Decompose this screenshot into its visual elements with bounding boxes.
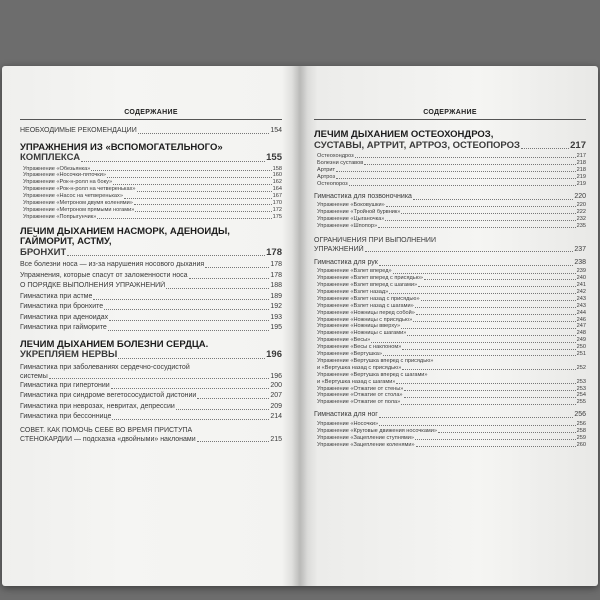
toc-entry[interactable]: Гимнастика при синдроме вегетососудистой дистонии 207 (20, 392, 282, 400)
toc-entry[interactable]: Все болезни носа — из-за нарушения носового дыхания 178 (20, 261, 282, 269)
toc-entry[interactable]: Упражнения, которые спасут от заложенности носа 178 (20, 271, 282, 279)
toc-entry[interactable]: Упражнение «Ножницы перед собой» 244 (317, 309, 586, 316)
toc-entry[interactable]: Остеопороз 219 (317, 180, 586, 187)
toc-entry[interactable]: НЕОБХОДИМЫЕ РЕКОМЕНДАЦИИ 154 (20, 127, 282, 134)
toc-entry[interactable]: Упражнение «Отжатие от стены» 253 (317, 385, 586, 392)
toc-entry[interactable]: Гимнастика при неврозах, невритах, депрессии 209 (20, 402, 282, 410)
toc-entry[interactable]: Упражнение «Носочки-пяточки» 160 (23, 172, 282, 179)
toc-entry[interactable]: Упражнение «Цыганочка» 232 (317, 215, 586, 222)
toc-entry[interactable]: Упражнение «Взлет назад» 242 (317, 288, 586, 295)
toc-entry[interactable]: Упражнение «Взлет назад с присядью» 243 (317, 295, 586, 302)
toc-entry[interactable]: Артрит 218 (317, 166, 586, 173)
toc-entry[interactable]: О ПОРЯДКЕ ВЫПОЛНЕНИЯ УПРАЖНЕНИЙ 188 (20, 282, 282, 290)
open-book (2, 66, 598, 586)
toc-entry[interactable]: Гимнастика при бронхите 192 (20, 303, 282, 311)
toc-entry[interactable]: Гимнастика для позвоночника 220 (314, 192, 586, 200)
toc-entry[interactable]: Гимнастика для рук 238 (314, 258, 586, 266)
toc-entry[interactable]: Остеохондроз 217 (317, 153, 586, 159)
toc-entry[interactable]: Упражнение «Взлет вперед с шагами» 241 (317, 281, 586, 288)
toc-entry[interactable]: Гимнастика при бессоннице 214 (20, 413, 282, 421)
section-heading[interactable]: ЛЕЧИМ ДЫХАНИЕМ ОСТЕОХОНДРОЗ, СУСТАВЫ, АРТРИТ, АРТРОЗ, ОСТЕОПОРОЗ 217 (314, 129, 586, 151)
toc-entry[interactable]: Упражнение «Вертушка вперед с шагами» и «Вертушка назад с шагами» 253 (317, 371, 586, 385)
toc-entry[interactable]: Гимнастика при астме 189 (20, 292, 282, 300)
section-heading[interactable]: ЛЕЧИМ ДЫХАНИЕМ НАСМОРК, АДЕНОИДЫ, ГАЙМОРИТ, АСТМУ, БРОНХИТ 178 (20, 225, 282, 258)
section-heading[interactable]: ЛЕЧИМ ДЫХАНИЕМ БОЛЕЗНИ СЕРДЦА. УКРЕПЛЯЕМ НЕРВЫ 196 (20, 338, 282, 361)
toc-entry[interactable]: Упражнение «Взлет назад с шагами» 243 (317, 302, 586, 309)
toc-entry[interactable]: Упражнение «Отжатие от пола» 255 (317, 399, 586, 406)
toc-entry[interactable]: Гимнастика при гипертонии 200 (20, 381, 282, 389)
toc-entry[interactable]: Упражнение «Носочки» 256 (317, 420, 586, 427)
toc-entry[interactable]: Упражнение «Зацепление коленями» 260 (317, 441, 586, 448)
toc-entry[interactable]: Упражнение «Ножницы с шагами» 248 (317, 330, 586, 337)
toc-entry[interactable]: Упражнение «Весы» 249 (317, 337, 586, 344)
toc-entry[interactable]: Упражнение «Вертушка вперед с присядью» и «Вертушка назад с присядью» 252 (317, 357, 586, 371)
header-rule (314, 119, 586, 120)
toc-entry[interactable]: Упражнение «Боковушки» 220 (317, 202, 586, 209)
right-page-header: СОДЕРЖАНИЕ (423, 109, 477, 116)
toc-entry[interactable]: Гимнастика для ног 256 (314, 411, 586, 419)
section-heading[interactable]: УПРАЖНЕНИЯ ИЗ «ВСПОМОГАТЕЛЬНОГО» КОМПЛЕКСА 155 (20, 141, 282, 163)
right-page (314, 66, 586, 448)
toc-entry[interactable]: Упражнение «Круговые движения носочками» 258 (317, 427, 586, 434)
left-page-header: СОДЕРЖАНИЕ (124, 109, 178, 116)
toc-entry[interactable]: Упражнение «Взлет вперед» 239 (317, 268, 586, 275)
toc-entry[interactable]: Упражнение «Взлет вперед с присядью» 240 (317, 275, 586, 282)
toc-entry[interactable]: Упражнение «Насос на четвереньках» 167 (23, 193, 282, 200)
toc-entry[interactable]: Упражнение «Рок-н-ролл на четвереньках» 164 (23, 186, 282, 193)
toc-entry[interactable]: Упражнение «Метроном двумя коленями» 170 (23, 200, 282, 207)
toc-entry[interactable]: Упражнение «Обезьянка» 158 (23, 165, 282, 172)
toc-entry[interactable]: Болезни суставов 218 (317, 159, 586, 166)
toc-entry[interactable]: Упражнение «Шпопор» 235 (317, 222, 586, 229)
toc-entry[interactable]: Артроз 219 (317, 173, 586, 180)
toc-entry[interactable]: Гимнастика при аденоидах 193 (20, 313, 282, 321)
toc-entry[interactable]: Упражнение «Рок-н-ролл на боку» 162 (23, 179, 282, 186)
left-page (20, 66, 282, 444)
book-spine (292, 66, 308, 586)
toc-entry[interactable]: Упражнение «Ножницы с присядью» 246 (317, 316, 586, 323)
toc-entry[interactable]: Упражнение «Вертушка» 251 (317, 351, 586, 358)
toc-entry[interactable]: Упражнение «Ножницы вверху» 247 (317, 323, 586, 330)
toc-entry[interactable]: СОВЕТ. КАК ПОМОЧЬ СЕБЕ ВО ВРЕМЯ ПРИСТУПА СТЕНОКАРДИИ — подсказка «двойными» наклонами 215 (20, 426, 282, 443)
toc-entry[interactable]: Упражнение «Метроном прямыми ногами» 172 (23, 206, 282, 213)
toc-entry[interactable]: Упражнение «Попрыгунчик» 175 (23, 213, 282, 220)
toc-entry[interactable]: Упражнение «Зацепление ступнями» 259 (317, 434, 586, 441)
toc-entry[interactable]: Гимнастика при гайморите 195 (20, 324, 282, 332)
toc-entry[interactable]: ОГРАНИЧЕНИЯ ПРИ ВЫПОЛНЕНИИ УПРАЖНЕНИЙ 237 (314, 236, 586, 253)
toc-entry[interactable]: Гимнастика при заболеваниях сердечно-сосудистой системы 196 (20, 363, 282, 380)
toc-entry[interactable]: Упражнение «Отжатие от стола» 254 (317, 392, 586, 399)
toc-entry[interactable]: Упражнение «Тройной бурвник» 222 (317, 208, 586, 215)
header-rule (20, 119, 282, 120)
toc-entry[interactable]: Упражнение «Весы с наклоном» 250 (317, 344, 586, 351)
